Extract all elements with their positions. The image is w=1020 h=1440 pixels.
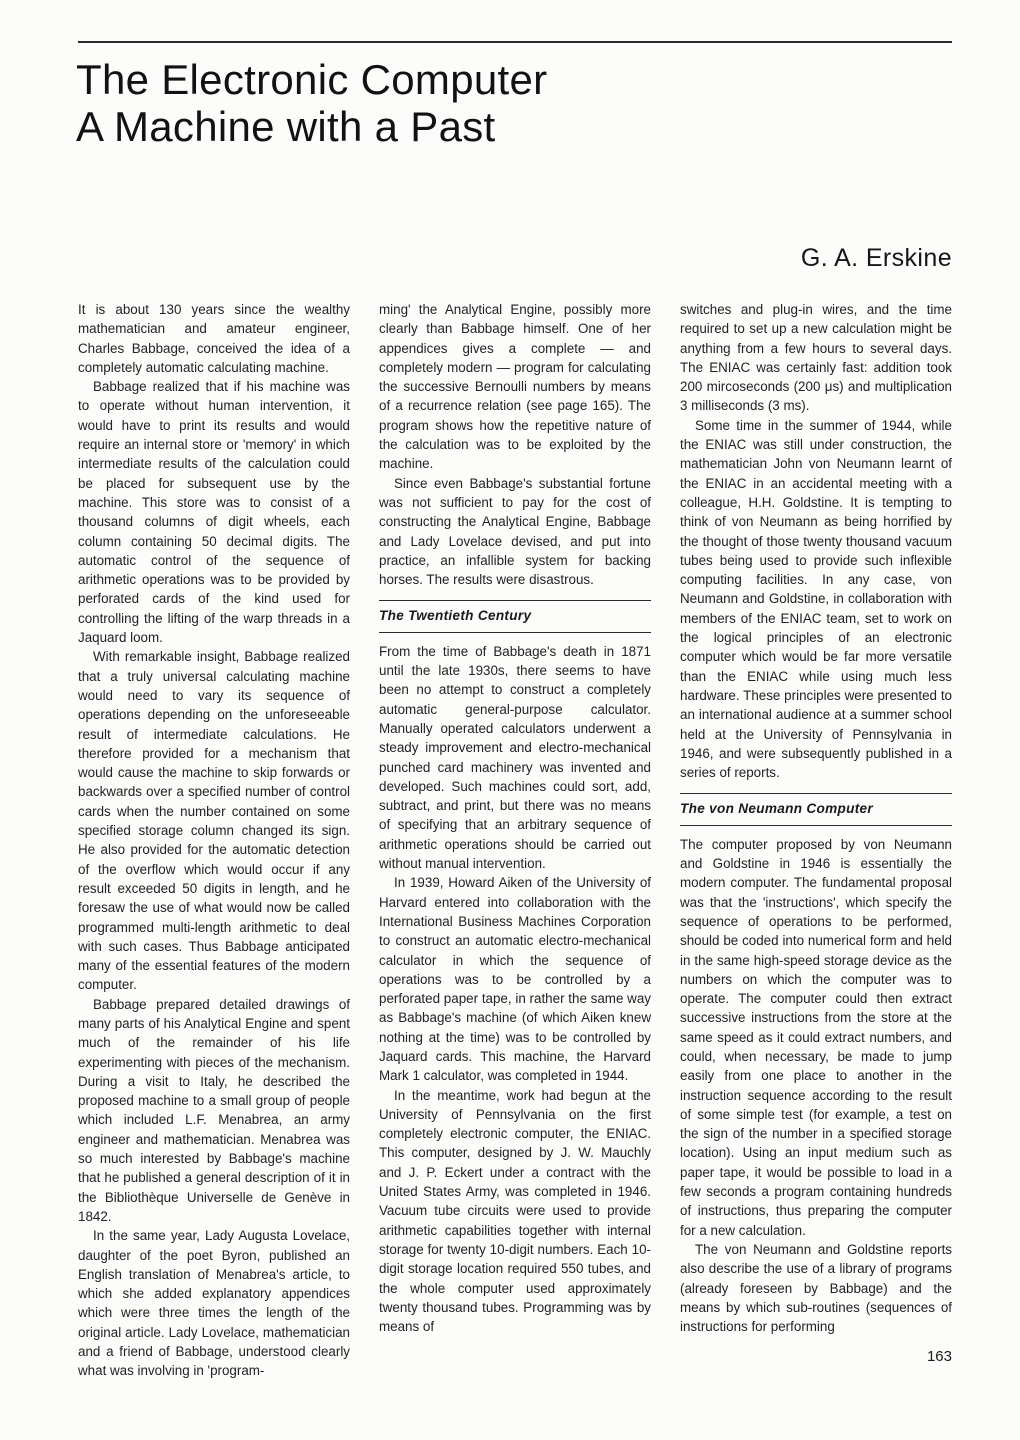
page-number: 163 <box>926 1348 952 1365</box>
paragraph: From the time of Babbage's death in 1871 until the late 1930s, there seems to have been no attempt to construct a completely automatic general-purpose calculator. Manually operated calculators underwent a steady improvement and electro-mechanical punched card machinery was invented and developed. Such machines could sort, add, subtract, and print, but there was no means of specifying that an arbitrary sequence of arithmetic operations should be carried out without manual intervention. <box>379 643 651 872</box>
paragraph: switches and plug-in wires, and the time required to set up a new calculation might be anything from a few hours to several days. The ENIAC was certainly fast: addition took 200 mircoseconds (200 μs) and multiplication 3 milliseconds (3 ms). <box>680 302 952 414</box>
article-title <box>76 56 547 150</box>
section-heading: The Twentieth Century <box>379 600 651 632</box>
paragraph: In 1939, Howard Aiken of the University of Harvard entered into collaboration with the International Business Machines Corporation to construct an automatic electro-mechanical calculator in which the sequence of operations was to be controlled by a perforated paper tape, in rather the same way as Babbage's machine (of which Aiken knew nothing at the time) was to be controlled by Jaquard cards. This machine, the Harvard Mark 1 calculator, was completed in 1944. <box>379 875 651 1084</box>
paragraph: The computer proposed by von Neumann and Goldstine in 1946 is essentially the modern computer. The fundamental proposal was that the 'instructions', which specify the sequence of operations to be performed, should be coded into numerical form and held in the same high-speed storage device as the numbers on which the computer was to operate. The computer could then extract successive instructions from the store at the same speed as it could extract numbers, and could, when necessary, be made to jump easily from one place to another in the instruction sequence according to the result of some simple test (for example, a test on the sign of the number in a specified storage location). Using an input medium such as paper tape, it would be possible to load in a few seconds a program containing hundreds of instructions, thus preparing the computer for a new calculation. <box>680 836 952 1238</box>
paragraph: The von Neumann and Goldstine reports also describe the use of a library of programs (already foreseen by Babbage) and the means by which sub-routines (sequences of instructions for performing <box>680 1241 952 1335</box>
column-1 <box>78 300 350 1381</box>
column-2 <box>379 300 651 1381</box>
paragraph: Some time in the summer of 1944, while the ENIAC was still under construction, the mathematician John von Neumann learnt of the ENIAC in an accidental meeting with a colleague, H.H. Goldstine. It is tempting to think of von Neumann as being horrified by the thought of those twenty thousand vacuum tubes being used to provide such inflexible computing facilities. In any case, von Neumann and Goldstine, in collaboration with members of the ENIAC team, set to work on the logical principles of an electronic computer which would be far more versatile than the ENIAC while using much less hardware. These principles were presented to an international audience at a summer school held at the University of Pennsylvania in 1946, and were subsequently published in a series of reports. <box>680 417 952 781</box>
paragraph: It is about 130 years since the wealthy mathematician and amateur engineer, Charles Babbage, conceived the idea of a completely automatic calculating machine. <box>78 302 350 375</box>
paragraph: Babbage realized that if his machine was to operate without human intervention, it would have to print its results and would require an internal store or 'memory' in which intermediate results of the calculation could be placed for subsequent use by the machine. This store was to consist of a thousand columns of digit wheels, each column containing 50 decimal digits. The automatic control of the sequence of arithmetic operations was to be provided by perforated cards of the kind used for controlling the lifting of the warp threads in a Jaquard loom. <box>78 379 350 646</box>
top-rule <box>78 41 952 43</box>
paragraph: In the same year, Lady Augusta Lovelace, daughter of the poet Byron, published an English translation of Menabrea's article, to which she added explanatory appendices which were three times the length of the original article. Lady Lovelace, mathematician and a friend of Babbage, understood clearly what was involving in 'program- <box>78 1228 350 1379</box>
author-name: G. A. Erskine <box>800 244 952 272</box>
paragraph: With remarkable insight, Babbage realized that a truly universal calculating machine would need to vary its sequence of operations depending on the unforeseeable result of intermediate calculations. He therefore provided for a mechanism that would cause the machine to skip forwards or backwards over a specified number of control cards when the number contained on some specified storage column changed its sign. He also provided for the automatic detection of the overflow which would occur if any result exceeded 50 digits in length, and he foresaw the use of what would now be called programmed multi-length arithmetic to deal with such cases. Thus Babbage anticipated many of the essential features of the modern computer. <box>78 649 350 993</box>
article-columns <box>78 300 952 1381</box>
column-3 <box>680 300 952 1381</box>
paragraph: ming' the Analytical Engine, possibly more clearly than Babbage himself. One of her appendices gives a complete — and completely modern — program for calculating the successive Bernoulli numbers by means of a recurrence relation (see page 165). The program shows how the repetitive nature of the calculation was to be exploited by the machine. <box>379 302 651 472</box>
section-heading: The von Neumann Computer <box>680 793 952 825</box>
article-title-line2: A Machine with a Past <box>76 103 496 150</box>
paragraph: Babbage prepared detailed drawings of many parts of his Analytical Engine and spent much of the remainder of his life experimenting with pieces of the mechanism. During a visit to Italy, he described the proposed machine to a small group of people which included L.F. Menabrea, an army engineer and mathematician. Menabrea was so much interested by Babbage's machine that he published a general description of it in the Bibliothèque Universelle de Genève in 1842. <box>78 996 350 1224</box>
paragraph: In the meantime, work had begun at the University of Pennsylvania on the first completely electronic computer, the ENIAC. This computer, designed by J. W. Mauchly and J. P. Eckert under a contract with the United States Army, was completed in 1946. Vacuum tube circuits were used to provide arithmetic capabilities together with internal storage for twenty 10-digit numbers. Each 10-digit storage location required 550 tubes, and the whole computer used approximately twenty thousand tubes. Programming was by means of <box>379 1087 651 1335</box>
paragraph: Since even Babbage's substantial fortune was not sufficient to pay for the cost of constructing the Analytical Engine, Babbage and Lady Lovelace devised, and put into practice, an infallible system for backing horses. The results were disastrous. <box>379 475 651 588</box>
article-title-line1: The Electronic Computer <box>76 56 548 103</box>
